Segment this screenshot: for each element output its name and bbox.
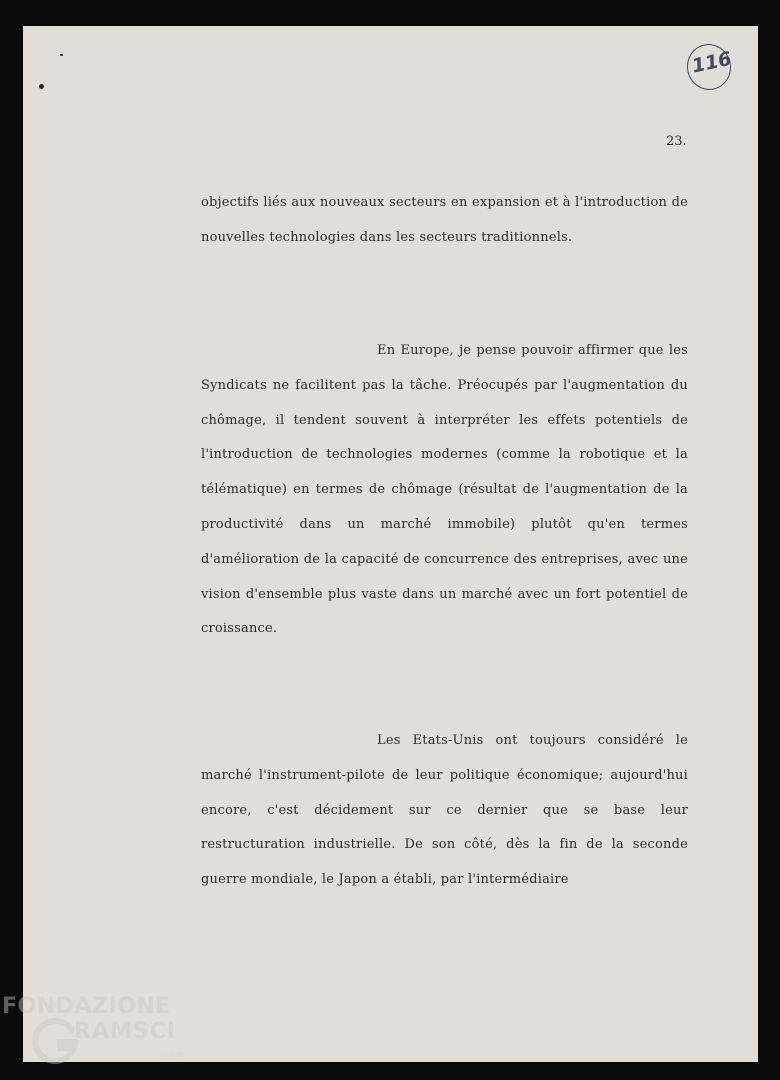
watermark-line-1: FONDAZIONE: [2, 994, 171, 1019]
document-page: [23, 26, 758, 1062]
paper-speck: [60, 54, 63, 56]
page-number: 23.: [666, 134, 687, 149]
paper-speck: [39, 84, 44, 89]
archive-stamp-number: 116: [690, 47, 734, 78]
paragraph-3: Les Etats-Unis ont toujours considéré le marché l'instrument-pilote de leur politique économique; aujourd'hui encore, c'est décidement sur ce dernier que se base leur restructuration industrielle. De son côté, dès la fin de la seconde guerre mondiale, le Japon a établi, par l'intermédiaire: [201, 733, 688, 888]
watermark-line-2: RAMSCI: [74, 1019, 177, 1044]
paragraph-1: objectifs liés aux nouveaux secteurs en expansion et à l'introduction de nouvelles technologies dans les secteurs traditionnels.: [201, 195, 688, 245]
watermark-suffix: onlus: [160, 1050, 185, 1060]
fondazione-gramsci-watermark: [2, 994, 202, 1080]
paragraph-2: En Europe, je pense pouvoir affirmer que les Syndicats ne facilitent pas la tâche. Préocupés par l'augmentation du chômage, il tendent souvent à interpréter les effets potentiels de l'introduction de technologies modernes (comme la robotique et la télématique) en termes de chômage (résultat de l'augmentation de la productivité dans un marché immobile) plutôt qu'en termes d'amélioration de la capacité de concurrence des entreprises, avec une vision d'ensemble plus vaste dans un marché avec un fort potentiel de croissance.: [201, 343, 688, 637]
